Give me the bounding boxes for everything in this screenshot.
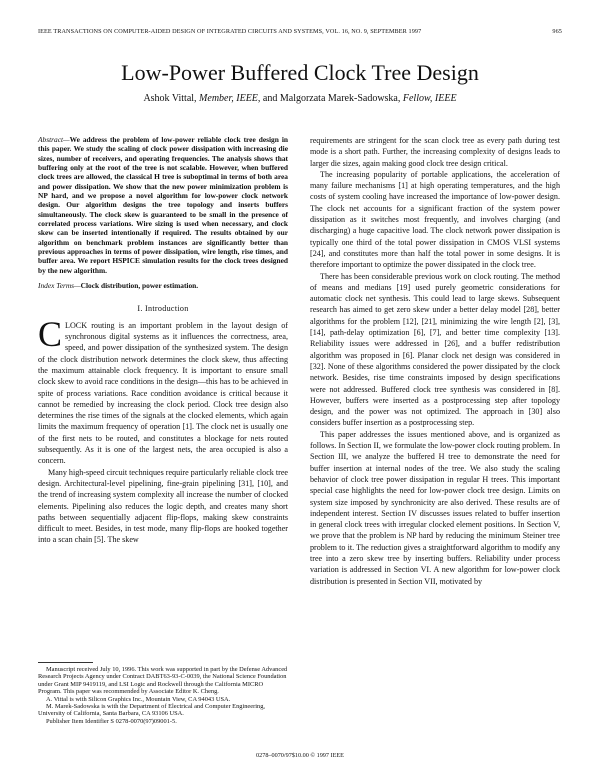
drop-cap: C: [38, 313, 63, 354]
abstract: [38, 135, 288, 275]
author-1-role: Member, IEEE,: [199, 93, 261, 104]
index-terms: [38, 281, 288, 290]
footnote-rule: [38, 662, 93, 663]
intro-paragraph-1: [38, 313, 288, 467]
footnote-author-2: M. Marek-Sadowska is with the Department of Electrical and Computer Engineering, University of California, Santa Barbara, CA 93106 USA.: [38, 703, 265, 718]
abstract-text: We address the problem of low-power reliable clock tree design in this paper. We study the scaling of clock power dissipation with increasing die sizes, number of receivers, and operating frequencies. The analysis shows that buffering only at the root of the tree is not scalable. However, when buffered clock trees are allowed, the classical H tree is suboptimal in terms of both area and power dissipation. We show that the new power minimization problem is NP hard, and we propose a novel algorithm for low-power clock network design. Our algorithm designs the tree topology and inserts buffers simultaneously. The clock skew is guaranteed to be small in the presence of correlated process variations. Wire sizing is used when necessary, and clock skew can be inserted intentionally if required. The results obtained by our algorithm on benchmark problem instances are significantly better than previous approaches in terms of power dissipation, wire length, rise times, and buffer area. We report HSPICE simulation results for the clock trees designed by the new algorithm.: [38, 135, 288, 275]
right-paragraph-1: requirements are stringent for the scan clock tree as every path during test mode is a short path. Further, the increasing complexity of designs leads to larger die sizes, again making good clock tree design critical.: [310, 136, 560, 168]
intro-paragraph-2: Many high-speed circuit techniques require particularly reliable clock tree design. Architectural-level pipelining, fine-grain pipelining [31], [10], and the trend of increasing system complexity all increase the number of clocked elements. Pipelining also reduces the logic depth, and creates many short paths between sequentially adjacent flip-flops, making skew constraints difficult to meet. Besides, in test mode, many flip-flops are hooked together into a scan chain [5]. The skew: [38, 467, 289, 545]
author-1: Ashok Vittal,: [143, 93, 197, 104]
section-heading-introduction: I. Introduction: [137, 303, 189, 313]
intro-paragraph-1-text: LOCK routing is an important problem in the layout design of synchronous digital systems as it influences the correctness, area, speed, and power dissipation of the synthesized system. The design of the clock distribution network determines the clock skew, thus affecting the maximum attainable clock frequency. It is important to ensure small clock skew to avoid race conditions in the design—this has to be achieved in spite of process variations. Race condition avoidance is critical because it cannot be remedied by increasing the clock period. Clock tree design also determines the rise times of the signals at the clocked elements, which again limits the maximum frequency of operation [1]. The clock net is usually one of the first nets to be routed, and constitutes a blockage for nets routed subsequently. As it is one of the largest nets, the area occupied is also a concern.: [38, 320, 288, 466]
abstract-lead: Abstract—: [38, 135, 70, 144]
right-paragraph-3: There has been considerable previous work on clock routing. The method of means and medians [19] used purely geometric considerations for automatic clock net synthesis. This could lead to large skews. Subsequent research has aimed to get zero skew under a better delay model [28], better algorithms for the problem [12], [21], minimizing the wire length [2], [3], [14], path-delay optimization [6], [7], and better time complexity [13]. Reliability issues were addressed in [26], and a buffer redistribution algorithm was proposed in [6]. Planar clock net design was considered in [32]. None of these algorithms considered the power dissipated by the clock network. Besides, rise time constraints imposed by design specifications were not addressed. Buffered clock tree synthesis was considered in [8]. However, buffers were inserted as a postprocessing step after topology design, and the power was not optimized. The approach in [30] also considers buffer insertion as a postprocessing step.: [310, 271, 560, 428]
index-terms-lead: Index Terms—: [38, 281, 81, 291]
right-paragraph-2: The increasing popularity of portable applications, the acceleration of many failure mechanisms [1] at high operating temperatures, and the high costs of system cooling have increased the importance of low-power design. The clock net accounts for a significant fraction of the system power dissipation as it switches most frequently, and involves charging (and discharging) a huge capacitive load. The clock network power dissipation is typically one third of the total power dissipation in CMOS VLSI systems [24], and constitutes more than half the total power in some designs. It is therefore important to optimize the power dissipated in the clock tree.: [310, 169, 560, 270]
index-terms-text: Clock distribution, power estimation.: [80, 281, 199, 291]
author-2-role: Fellow, IEEE: [402, 93, 457, 104]
running-header: [38, 28, 562, 35]
right-column: [310, 135, 560, 587]
footnote-identifier: Publisher Item Identifier S 0278-0070(97)09001-5.: [46, 717, 177, 725]
page-number: 965: [552, 28, 562, 35]
running-header-text: IEEE TRANSACTIONS ON COMPUTER-AIDED DESIGN OF INTEGRATED CIRCUITS AND SYSTEMS, VOL. 16, NO. 9, SEPTEMBER 1997: [38, 28, 422, 35]
author-line: [0, 93, 600, 104]
left-column: [38, 135, 288, 546]
footnote: [38, 666, 288, 725]
author-2: and Malgorzata Marek-Sadowska,: [262, 93, 401, 104]
right-paragraph-4: This paper addresses the issues mentioned above, and is organized as follows. In Section II, we formulate the low-power clock routing problem. In Section III, we analyze the buffered H tree to demonstrate the need for buffer insertion at internal nodes of the tree. We also study the scaling behavior of clock tree power dissipation in regular H trees. This important special case highlights the need for low-power clock tree design. Limits on system size imposed by synchronicity are also derived. These results are of independent interest. Section IV discusses issues related to buffer insertion in general clock trees with irregular clocked element positions. In Section V, we prove that the problem is NP hard by reducing the minimum Steiner tree problem to it. The reduction gives a straightforward algorithm to modify any tree into a zero skew tree by inserting buffers. Reliability under process variation is addressed in Section VI. A new algorithm for low-power clock distribution is presented in Section VII, motivated by: [310, 429, 560, 586]
paper-title: Low-Power Buffered Clock Tree Design: [121, 60, 479, 85]
copyright-footer: 0278–0070/97$10.00 © 1997 IEEE: [256, 752, 344, 759]
footnote-manuscript: Manuscript received July 10, 1996. This work was supported in part by the Defense Advanced Research Projects Agency under Contract DABT63-93-C-0039, the National Science Foundation under Grant MIP 9419119, and LSI Logic and Rockwell through the California MICRO Program. This paper was recommended by Associate Editor K. Cheng.: [38, 666, 288, 696]
footnote-author-1: A. Vittal is with Silicon Graphics Inc., Mountain View, CA 94043 USA.: [46, 695, 231, 703]
